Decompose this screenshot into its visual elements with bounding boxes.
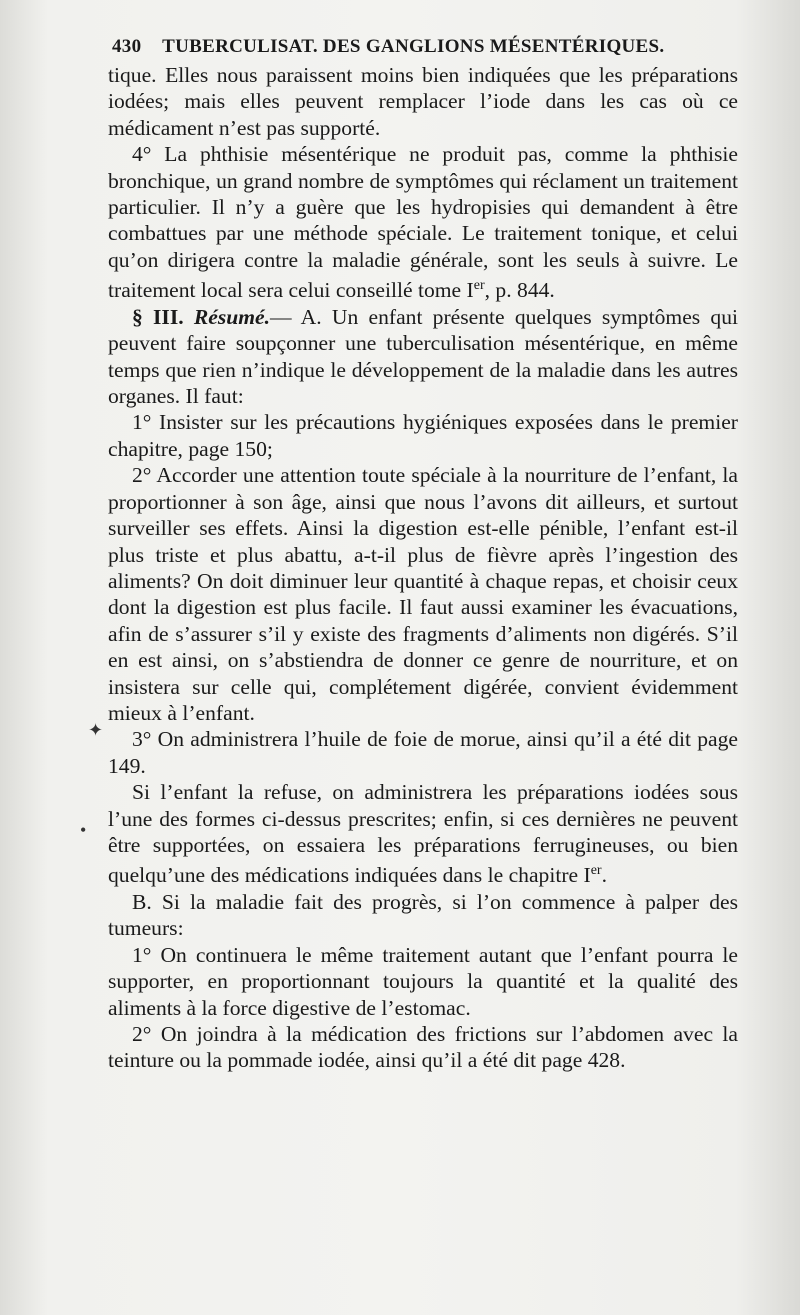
- running-title: TUBERCULISAT. DES GANGLIONS MÉSENTÉRIQUES.: [162, 36, 665, 57]
- page-number: 430: [112, 36, 142, 57]
- paragraph-b-step-1: 1° On continuera le même traitement autant que l’enfant pourra le supporter, en proportionnant toujours la quantité et la qualité des aliments à la force digestive de l’estomac.: [108, 942, 738, 1020]
- section-number: § III.: [132, 304, 194, 329]
- section-title: Résumé.: [193, 304, 271, 329]
- paragraph-step-2: 2° Accorder une attention toute spéciale à la nourriture de l’enfant, la proportionner à son âge, ainsi que nous l’avons dit ailleurs, et surtout surveiller ses effets. Ainsi la digestion est-elle pénible, l’enfant est-il plus triste et plus abattu, a-t-il plus de fièvre après l’ingestion des aliments? On doit diminuer leur quantité à chaque repas, et choisir ceux dont la digestion est plus facile. Il faut aussi examiner les évacuations, afin de s’assurer s’il y existe des fragments d’aliments non digérés. S’il en est ainsi, on s’abstiendra de donner ce genre de nourriture, et on insistera sur celle qui, complétement digérée, convient évidemment mieux à l’enfant.: [108, 463, 738, 725]
- section-3-text: — A. Un enfant présente quelques symptômes qui peuvent faire soupçonner une tuberculisation mésentérique, en même temps que rien n’indique le développement de la maladie dans les autres organes. Il faut:: [108, 304, 739, 409]
- margin-mark-bullet: ✦: [88, 720, 104, 740]
- paragraph-point-4: [108, 141, 738, 304]
- superscript-er-2: er: [590, 863, 602, 879]
- body-text: [108, 62, 738, 1074]
- paragraph-b-step-2: 2° On joindra à la médication des frictions sur l’abdomen avec la teinture ou la pommade iodée, ainsi qu’il a été dit page 428.: [108, 1022, 738, 1073]
- paragraph-step-3: 3° On administrera l’huile de foie de morue, ainsi qu’il a été dit page 149.: [108, 727, 738, 778]
- refusal-text: Si l’enfant la refuse, on administrera les préparations iodées sous l’une des formes ci-dessus prescrites; enfin, si ces dernières ne peuvent être supportées, on essaiera les préparations ferrugineuses, ou bien quelqu’une des médications indiquées dans le chapitre I: [108, 780, 738, 888]
- paragraph-b: B. Si la maladie fait des progrès, si l’on commence à palper des tumeurs:: [108, 889, 738, 941]
- paragraph-refusal: [108, 779, 738, 889]
- tome-ref-tail: , p. 844.: [484, 278, 555, 303]
- chapter-end: .: [601, 863, 608, 888]
- superscript-er: er: [473, 278, 485, 294]
- margin-mark-dot: •: [80, 820, 87, 840]
- running-header: [112, 36, 732, 58]
- paragraph-continuation: tique. Elles nous paraissent moins bien indiquées que les préparations iodées; mais elles peuvent remplacer l’iode dans les cas où ce médicament n’est pas supporté.: [108, 63, 738, 140]
- paragraph-section-3: [108, 304, 738, 410]
- paragraph-step-1: 1° Insister sur les précautions hygiéniques exposées dans le premier chapitre, page 150;: [108, 410, 738, 461]
- point-4-text: 4° La phthisie mésentérique ne produit pas, comme la phthisie bronchique, un grand nombre de symptômes qui réclament un traitement particulier. Il n’y a guère que les hydropisies qui demandent à être combattues par une méthode spéciale. Le traitement tonique, et celui qu’on dirigera contre la maladie générale, sont les seuls à suivre. Le traitement local sera celui conseillé tome I: [108, 142, 738, 303]
